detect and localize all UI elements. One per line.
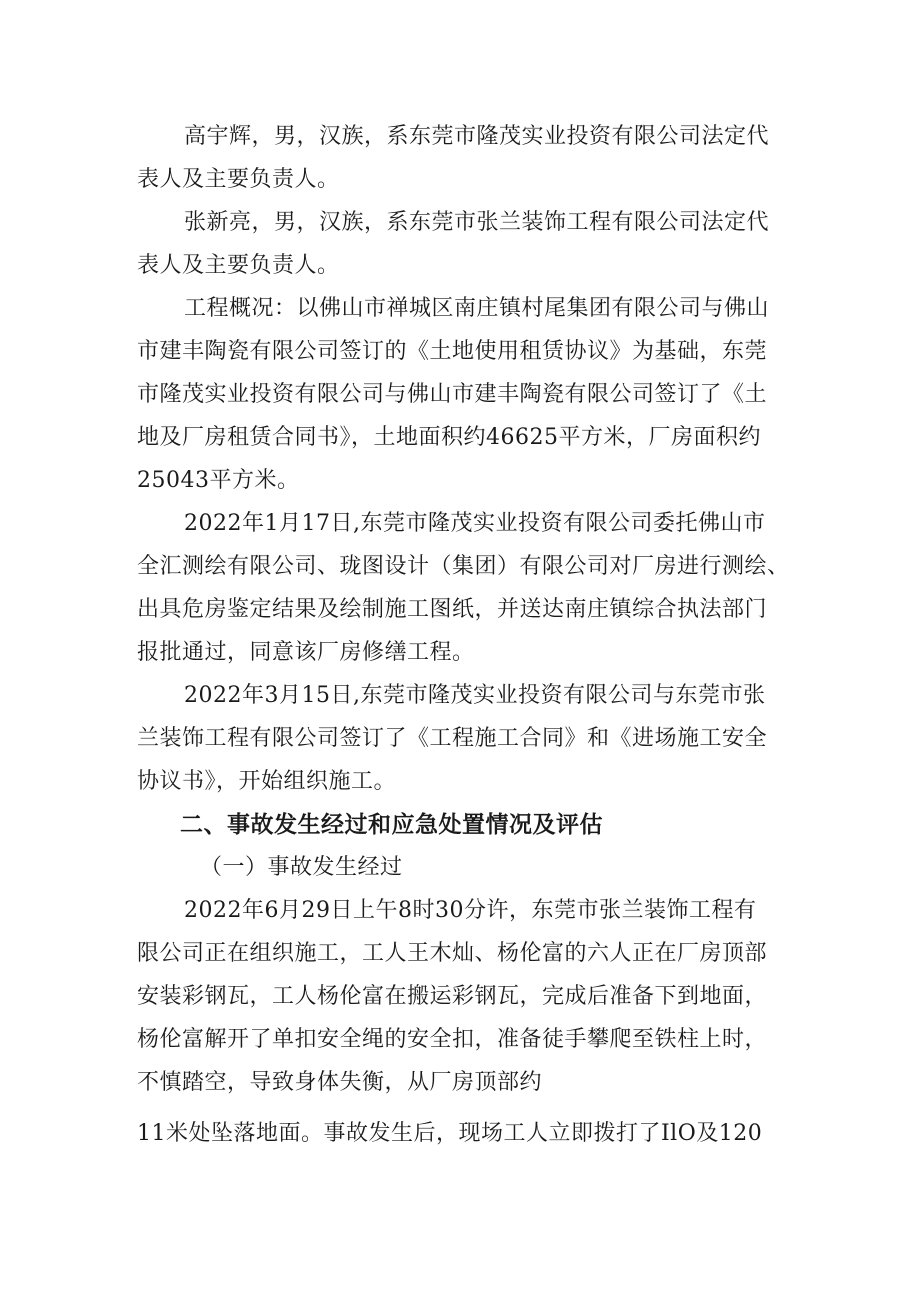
text-line: 市建丰陶瓷有限公司签订的《土地使用租赁协议》为基础，东莞 [137, 339, 768, 364]
text-line: 表人及主要负责人。 [137, 253, 340, 278]
text-line: 兰装饰工程有限公司签订了《工程施工合同》和《进场施工安全 [137, 726, 768, 751]
text-line: 安装彩钢瓦，工人杨伦富在搬运彩钢瓦，完成后准备下到地面， [137, 984, 768, 1009]
text-line: 25043平方米。 [137, 468, 300, 493]
text-line: 表人及主要负责人。 [137, 167, 340, 192]
text-line: 11米处坠落地面。事故发生后，现场工人立即拨打了IlO及120 [137, 1121, 763, 1146]
text-line: 限公司正在组织施工，工人王木灿、杨伦富的六人正在厂房顶部 [137, 941, 768, 966]
text-line: 2022年1月17日,东莞市隆茂实业投资有限公司委托佛山市 [184, 511, 766, 536]
subsection-heading: （一）事故发生经过 [200, 855, 403, 880]
text-line: 全汇测绘有限公司、珑图设计（集团）有限公司对厂房进行测绘、 [137, 554, 790, 579]
text-line: 杨伦富解开了单扣安全绳的安全扣，准备徒手攀爬至铁柱上时， [137, 1027, 768, 1052]
text-line: 不慎踏空，导致身体失衡，从厂房顶部约 [137, 1070, 543, 1095]
section-heading: 二、事故发生经过和应急处置情况及评估 [180, 811, 603, 838]
text-line: 高宇辉，男，汉族，系东莞市隆茂实业投资有限公司法定代 [184, 124, 770, 149]
text-line: 2022年3月15日,东莞市隆茂实业投资有限公司与东莞市张 [184, 683, 766, 708]
text-line: 张新亮，男，汉族，系东莞市张兰装饰工程有限公司法定代 [184, 210, 770, 235]
text-line: 市隆茂实业投资有限公司与佛山市建丰陶瓷有限公司签订了《土 [137, 382, 768, 407]
text-line: 地及厂房租赁合同书》，土地面积约46625平方米，厂房面积约 [137, 425, 761, 450]
text-line: 工程概况：以佛山市禅城区南庄镇村尾集团有限公司与佛山 [184, 296, 770, 321]
text-line: 2022年6月29日上午8时30分许，东莞市张兰装饰工程有 [184, 898, 757, 923]
text-line: 报批通过，同意该厂房修缮工程。 [137, 640, 475, 665]
text-line: 协议书》，开始组织施工。 [137, 769, 397, 794]
text-line: 出具危房鉴定结果及绘制施工图纸，并送达南庄镇综合执法部门 [137, 597, 768, 622]
